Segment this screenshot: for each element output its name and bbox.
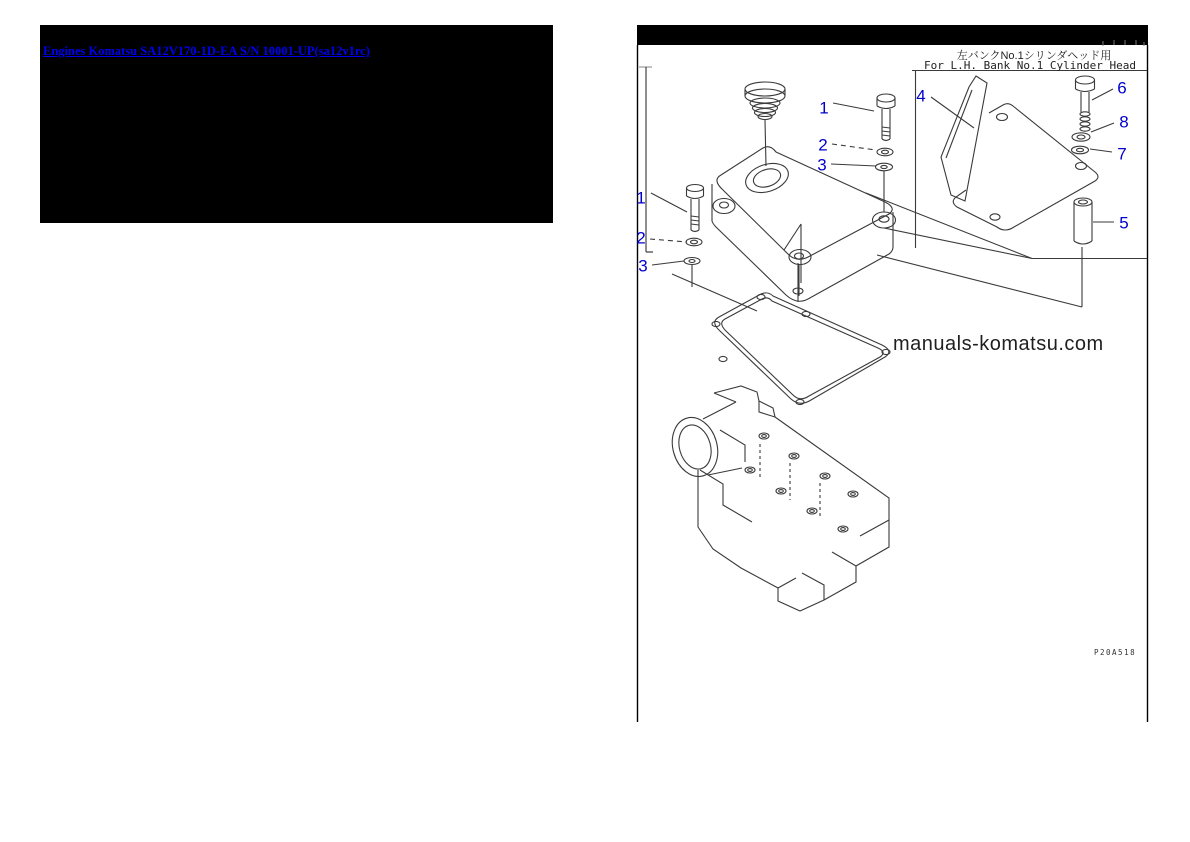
diagram-title-japanese: 左バンクNo.1シリンダヘッド用 [956,50,1112,62]
bracket-spring-washer-drawing [1072,133,1090,141]
top-hardware-group [831,94,895,212]
bolt-drawing [687,185,704,232]
parts-catalog-link[interactable]: Engines Komatsu SA12V170-1D-EA S/N 10001-UP(sa12v1rc) [43,44,370,58]
callout-1-left: 1 [636,188,646,208]
spring-washer-drawing [686,238,702,246]
left-hardware-group [650,185,757,312]
callout-4: 4 [916,86,926,106]
callout-7: 7 [1117,144,1127,164]
detail-box [866,71,1147,308]
callout-leader-lines [650,193,687,265]
callout-8: 8 [1119,112,1129,132]
spacer-drawing [1074,198,1092,244]
diagram-title-english: For L.H. Bank No.1 Cylinder Head [924,59,1136,72]
detail-leader-line [884,228,1032,259]
callout-2-top: 2 [818,135,828,155]
detail-leader-line [866,193,1032,259]
callout-3-left: 3 [638,256,648,276]
callout-6: 6 [1117,78,1127,98]
cylinder-head-cover-drawing [712,147,896,302]
bolt-drawing [877,94,895,141]
detail-leader-line [877,255,1082,307]
head-bolt-holes [745,433,858,532]
diagram-top-bar [637,25,1148,45]
watermark-text: manuals-komatsu.com [893,333,1104,355]
callout-2-left: 2 [636,228,646,248]
cylinder-head-drawing [666,386,889,611]
callout-3-top: 3 [817,155,827,175]
bracket-bolt-drawing [1076,76,1095,131]
bracket-flat-washer-drawing [1072,146,1089,154]
drawing-code: P20A518 [1094,648,1137,657]
inner-frame-line [639,67,653,252]
cover-gasket-drawing [712,293,890,405]
callout-1-top: 1 [819,98,829,118]
diagram-panel-frame [637,25,1148,722]
spring-washer-drawing [877,148,893,156]
cap-axis-line [765,120,766,166]
callout-leader-lines [831,103,876,166]
detail-callout-leader-lines [931,89,1114,222]
callout-5: 5 [1119,213,1129,233]
